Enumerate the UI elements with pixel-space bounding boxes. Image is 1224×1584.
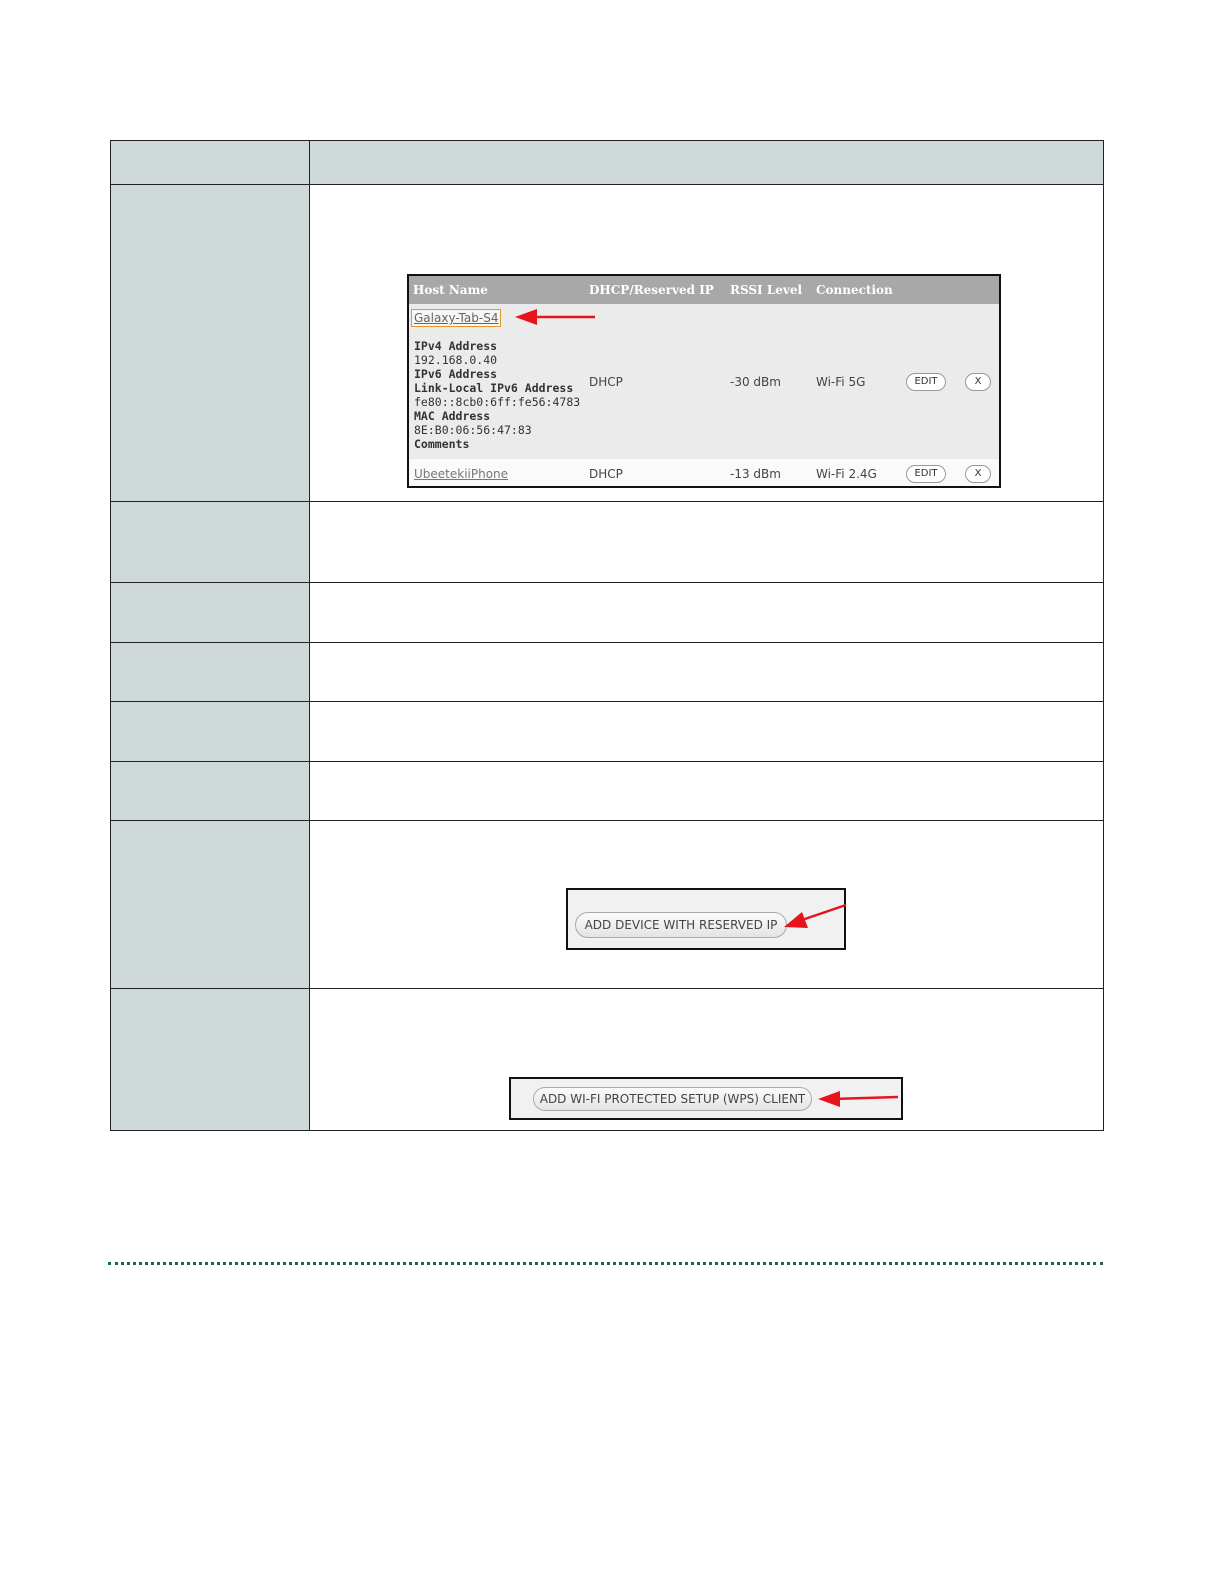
header-cell-description	[310, 141, 1104, 185]
device-row-galaxy	[409, 304, 999, 459]
row-label-cell	[111, 702, 310, 762]
red-arrow-icon	[515, 308, 597, 326]
row-label-cell	[111, 989, 310, 1131]
edit-button[interactable]: EDIT	[906, 373, 946, 391]
row-content-cell	[310, 185, 1104, 502]
add-wps-client-button[interactable]: ADD WI-FI PROTECTED SETUP (WPS) CLIENT	[533, 1087, 812, 1111]
row-content-cell	[310, 989, 1104, 1131]
host-name-link[interactable]: UbeetekiiPhone	[414, 467, 509, 481]
ipv4-label: IPv4 Address	[414, 339, 498, 353]
host-name-link[interactable]: Galaxy-Tab-S4	[411, 309, 501, 327]
table-row	[111, 702, 1104, 762]
row-content-cell	[310, 762, 1104, 821]
row-label-cell	[111, 821, 310, 989]
table-row-add-reserved	[111, 821, 1104, 989]
connection-value: Wi-Fi 5G	[816, 375, 866, 389]
table-row	[111, 643, 1104, 702]
link-local-value: fe80::8cb0:6ff:fe56:4783	[414, 395, 581, 409]
col-header-rssi: RSSI Level	[730, 283, 803, 297]
row-label-cell	[111, 762, 310, 821]
col-header-connection: Connection	[816, 283, 893, 297]
device-row-iphone	[409, 459, 999, 488]
row-label-cell	[111, 583, 310, 643]
dhcp-value: DHCP	[589, 375, 623, 389]
table-header-row	[111, 141, 1104, 185]
connected-devices-screenshot	[407, 274, 1001, 488]
device-details	[414, 339, 580, 451]
row-content-cell	[310, 502, 1104, 583]
dhcp-value: DHCP	[589, 467, 623, 481]
ipv4-value: 192.168.0.40	[414, 353, 498, 367]
settings-description-table	[110, 140, 1104, 1131]
section-divider	[108, 1262, 1103, 1265]
row-content-cell	[310, 821, 1104, 989]
device-table-header	[409, 276, 999, 304]
col-header-host-name: Host Name	[413, 283, 488, 297]
row-label-cell	[111, 643, 310, 702]
table-row	[111, 583, 1104, 643]
remove-button[interactable]: X	[965, 373, 991, 391]
row-content-cell	[310, 583, 1104, 643]
edit-button[interactable]: EDIT	[906, 465, 946, 483]
table-row-host-name	[111, 185, 1104, 502]
table-row-add-wps	[111, 989, 1104, 1131]
table-row	[111, 762, 1104, 821]
row-label-cell	[111, 185, 310, 502]
row-content-cell	[310, 643, 1104, 702]
col-header-dhcp: DHCP/Reserved IP	[589, 283, 714, 297]
rssi-value: -30 dBm	[730, 375, 781, 389]
mac-label: MAC Address	[414, 409, 491, 423]
add-reserved-ip-button[interactable]: ADD DEVICE WITH RESERVED IP	[575, 912, 787, 938]
comments-label: Comments	[414, 437, 470, 451]
header-cell-field	[111, 141, 310, 185]
table-row	[111, 502, 1104, 583]
red-arrow-icon	[782, 901, 848, 941]
ipv6-label: IPv6 Address	[414, 367, 498, 381]
row-content-cell	[310, 702, 1104, 762]
mac-value: 8E:B0:06:56:47:83	[414, 423, 532, 437]
link-local-label: Link-Local IPv6 Address	[414, 381, 574, 395]
row-label-cell	[111, 502, 310, 583]
rssi-value: -13 dBm	[730, 467, 781, 481]
connection-value: Wi-Fi 2.4G	[816, 467, 877, 481]
remove-button[interactable]: X	[965, 465, 991, 483]
red-arrow-icon	[818, 1089, 900, 1109]
